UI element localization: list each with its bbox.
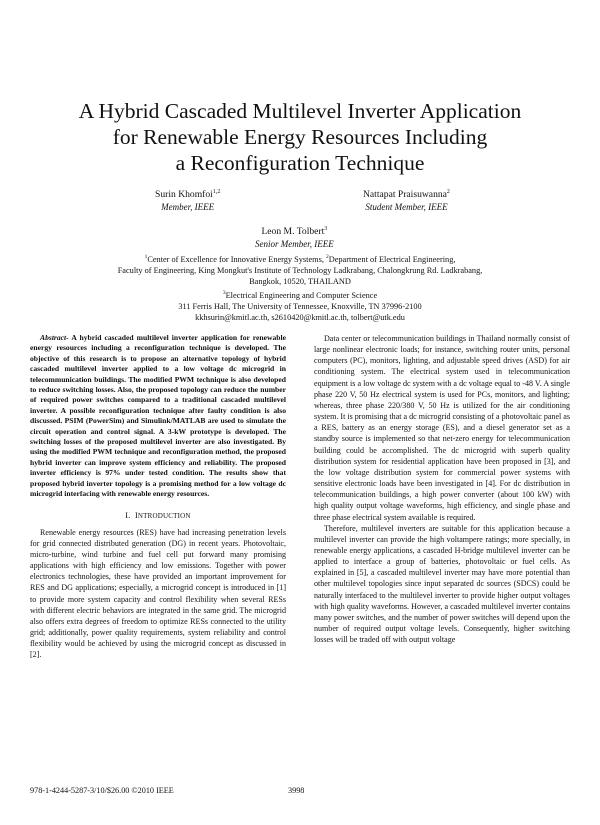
- footer-page-number: 3998: [288, 786, 305, 795]
- affiliations: [40, 252, 560, 323]
- abstract: [30, 333, 286, 500]
- author-block-praisuwanna: [363, 186, 450, 213]
- body-paragraph: Data center or telecommunication buildings in Thailand normally consist of large nonlinear electronic loads; for instance, switching router units, personal computers (PC), monitors, lighting, and adjustable speed drives (ASD) for air conditioning system. The electrical system used in telecommunication equipment is a low voltage dc system with a dc voltage equal to -48 V. A single phase 220 V, 50 Hz electrical system is used for PCs, monitors, and lighting; whereas, three phase 220/380 V, 50 Hz is utilized for the air conditioning system. It is promising that a dc microgrid consisting of a photovoltaic panel as a RES, battery as an energy storage (ES), and a diesel generator set as a standby source is implemented so that net-zero energy for telecommunication building could be accomplished. The dc microgrid with superb quality distribution system for residential application have been proposed in [3], and the low voltage distribution system for commercial power systems with sensitive electronic loads have been investigated in [4]. For dc distribution in telecommunication buildings, a high power converter (about 100 kW) with high quality output voltage waveforms, high efficiency, and single phase and three phase electrical system available is required.: [314, 334, 570, 522]
- section-title-first: I: [134, 510, 138, 520]
- paper-title: [30, 98, 570, 176]
- section-title-rest: NTRODUCTION: [137, 511, 191, 520]
- author-block-tolbert: [255, 223, 334, 250]
- author-affil-sup: 1,2: [212, 189, 221, 195]
- author-role: Member, IEEE: [161, 202, 215, 213]
- author-block-khomfoi: [155, 186, 220, 213]
- affil-sup: 2: [325, 254, 329, 260]
- author-role: Student Member, IEEE: [365, 202, 448, 213]
- title-line: A Hybrid Cascaded Multilevel Inverter Application: [78, 99, 522, 123]
- affil-line: 311 Ferris Hall, The University of Tennessee, Knoxville, TN 37996-2100: [178, 301, 422, 311]
- affil-text: Electrical Engineering and Computer Science: [225, 290, 378, 300]
- section-number: I.: [125, 510, 131, 520]
- author-name: Leon M. Tolbert: [261, 226, 325, 238]
- author-role: Senior Member, IEEE: [255, 239, 334, 250]
- author-name: Nattapat Praisuwanna: [363, 189, 447, 201]
- title-line: for Renewable Energy Resources Including: [112, 125, 488, 149]
- body-paragraph: Therefore, multilevel inverters are suitable for this application because a multilevel inverter can provide the high voltampere ratings; more specially, in renewable energy applications, a cascaded H-bridge multilevel inverter can be applied to interface a group of batteries, photovoltaic or fuel cells. As explained in [5], a cascaded multilevel inverter may have more potential than other multilevel topologies since input separated dc sources (SDCS) could be naturally interfaced to the multilevel inverter to provide higher output voltages with high quality waveforms. However, a cascaded multilevel inverter contains many power switches, and the number of power switches will depend upon the number of required output voltage levels. Consequently, higher switching losses will be traded off with output voltage: [314, 523, 570, 645]
- affil-line: Faculty of Engineering, King Mongkut's Institute of Technology Ladkrabang, Chalongkrung Rd. Ladkrabang,: [117, 266, 483, 276]
- title-line: a Reconfiguration Technique: [175, 151, 425, 175]
- author-affil-sup: 2: [446, 189, 450, 195]
- footer-copyright: 978-1-4244-5287-3/10/$26.00 ©2010 IEEE: [30, 786, 174, 795]
- body-paragraph: Renewable energy resources (RES) have had increasing penetration levels for grid connected distributed generation (DG) in recent years. Photovoltaic, micro-turbine, wind turbine and fuel cell put forward many promising applications with high efficiency and low emissions. Together with power electronics technologies, these have provided an important improvement for RES and DG applications; especially, a microgrid concept is introduced in [1] to provide more system capacity and control flexibility when several RESs with different electric behaviors are integrated in the same grid. The microgrid also offers extra degrees of freedom to optimize RESs connected to the utility grid; additionally, power quality requirements, system reliability and control flexibility would be achieved by using the microgrid concept as discussed in [2].: [30, 527, 286, 660]
- abstract-text: A hybrid cascaded multilevel inverter application for renewable energy resources including a reconfiguration technique is developed. The objective of this research is to propose an alternative topology of hybrid cascaded multilevel inverter applied to a low voltage dc microgrid in telecommunication buildings. The modified PWM technique is also developed to reduce switching losses. Also, the proposed topology can reduce the number of required power switches compared to a traditional cascaded multilevel inverter. A possible reconfiguration technique after faulty condition is also discussed. PSIM (PowerSim) and Simulink/MATLAB are used to simulate the circuit operation and control signal. A 3-kW prototype is developed. The switching losses of the proposed multilevel inverter are also investigated. By using the modified PWM technique and reconfiguration method, the proposed hybrid inverter can improve system efficiency and reliability. The proposed inverter efficiency is 97% under tested condition. The results show that proposed hybrid inverter topology is a promising method for a low voltage dc microgrid interfacing with renewable energy resources.: [30, 333, 286, 499]
- author-affil-sup: 3: [324, 226, 328, 232]
- right-column: [314, 333, 570, 645]
- abstract-label: Abstract-: [40, 333, 69, 342]
- section-heading-introduction: [30, 510, 286, 522]
- affil-sup: 1: [144, 254, 148, 260]
- affil-line: Bangkok, 10520, THAILAND: [249, 277, 351, 287]
- affil-text: Center of Excellence for Innovative Energy Systems,: [147, 254, 324, 264]
- left-column: [30, 333, 286, 661]
- affil-emails: kkhsurin@kmitl.ac.th, s2610420@kmitl.ac.th, tolbert@utk.edu: [195, 313, 405, 323]
- author-name: Surin Khomfoi: [155, 189, 213, 201]
- affil-text: Department of Electrical Engineering,: [328, 254, 456, 264]
- affil-sup: 3: [222, 289, 226, 296]
